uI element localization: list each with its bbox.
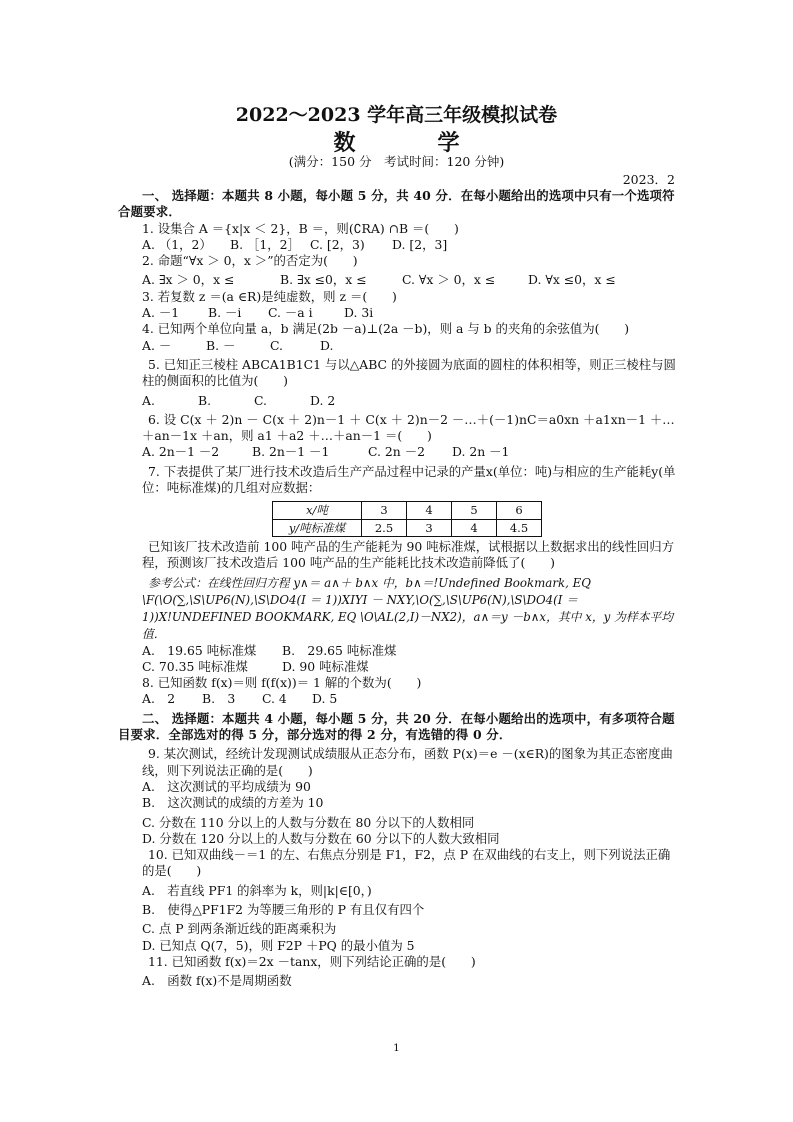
table-cell: 2.5	[362, 519, 407, 536]
page-number: 1	[393, 1042, 400, 1054]
table-row	[273, 502, 542, 519]
option-a: A. ∃x ＞ 0，x ≤	[142, 272, 235, 288]
option-d: D. 90 吨标准煤	[282, 658, 369, 674]
option-b: B. 29.65 吨标准煤	[282, 642, 397, 658]
question-9-option-c: C. 分数在 110 分以上的人数与分数在 80 分以下的人数相同	[142, 814, 475, 830]
question-10-stem: 10. 已知双曲线－＝1 的左、右焦点分别是 F1，F2，点 P 在双曲线的右支上，则下列说法正确的是( )	[142, 847, 671, 879]
question-4-stem: 4. 已知两个单位向量 a，b 满足(2b －a)⊥(2a －b)，则 a 与 b 的夹角的余弦值为( )	[142, 321, 630, 337]
option-b: B. 2n－1 －1	[252, 444, 330, 460]
option-d: D. [2，3]	[392, 236, 448, 252]
exam-date: 2023．2	[622, 172, 675, 187]
table-cell: 3	[407, 519, 452, 536]
question-4-options	[118, 338, 680, 354]
question-7-reference-formula: 参考公式：在线性回归方程 y∧＝ a∧＋ b∧x 中，b∧＝!Undefined Bookmark, EQ \F(\O(∑,\S\UP6(N),\S\DO4(I ＝ 1))XIYI － NXY,\O(∑,\S\UP6(N),\S\DO4(I ＝ 1))X!UNDEFINED BOOKMARK, EQ \O\AL(2,I)－NX2)，a∧＝y －b∧x，其中 x，y 为样本平均值．	[142, 575, 674, 641]
question-2-stem: 2. 命题“∀x ＞ 0，x ＞”的否定为( )	[142, 253, 358, 269]
question-9-stem: 9. 某次测试，经统计发现测试成绩服从正态分布，函数 P(x)＝e －(x∈R)的图象为其正态密度曲线，则下列说法正确的是( )	[142, 746, 673, 778]
option-b: B. ∃x ≤0，x ≤	[280, 272, 367, 288]
table-row	[273, 519, 542, 536]
question-3-stem: 3. 若复数 z ＝(a ∈R)是纯虚数，则 z ＝( )	[142, 288, 397, 304]
question-11-option-a: A. 函数 f(x)不是周期函数	[142, 973, 292, 989]
question-7-paragraph: 已知该厂技术改造前 100 吨产品的生产能耗为 90 吨标准煤，试根据以上数据求出的线性回归方程，预测该厂技术改造后 100 吨产品的生产能耗比技术改造前降低了( )	[142, 538, 675, 571]
option-a: A. 19.65 吨标准煤	[142, 642, 257, 658]
question-10-option-c: C. 点 P 到两条渐近线的距离乘积为	[142, 921, 337, 937]
question-1-options	[118, 237, 680, 253]
table-cell: 4	[407, 502, 452, 519]
question-6-options	[118, 444, 680, 460]
exam-title: 2022～2023 学年高三年级模拟试卷	[235, 104, 558, 126]
option-d: D. 2n －1	[452, 444, 510, 460]
table-cell: 4.5	[497, 519, 542, 536]
question-11-stem: 11. 已知函数 f(x)＝2x －tanx，则下列结论正确的是( )	[148, 953, 476, 969]
question-1-stem: 1. 设集合 A ＝{x|x ＜ 2}，B ＝，则(∁RA) ∩B ＝( )	[142, 220, 459, 236]
question-8-options	[118, 691, 680, 707]
question-5-stem: 5. 已知正三棱柱 ABCA1B1C1 与以△ABC 的外接圆为底面的圆柱的体积相等，则正三棱柱与圆柱的侧面积的比值为( )	[142, 356, 676, 389]
question-9-option-b: B. 这次测试的成绩的方差为 10	[142, 795, 324, 811]
option-a: A. （1，2）	[142, 236, 212, 252]
option-c: C. －a i	[268, 305, 313, 321]
option-a: A.	[142, 392, 155, 408]
question-8-stem: 8. 已知函数 f(x)＝则 f(f(x))＝ 1 解的个数为( )	[142, 675, 422, 691]
option-c: C. 2n －2	[368, 444, 425, 460]
option-a: A. 2	[142, 691, 176, 707]
option-b: B. 3	[202, 691, 236, 707]
row-header-y: y/吨标准煤	[273, 519, 362, 536]
question-3-options	[118, 305, 680, 321]
question-7-options-row-2	[118, 659, 680, 675]
option-c: C. 70.35 吨标准煤	[142, 658, 248, 674]
question-9-option-d: D. 分数在 120 分以上的人数与分数在 60 分以下的人数大致相同	[142, 830, 500, 846]
row-header-x: x/吨	[273, 502, 362, 519]
option-d: D. ∀x ≤0，x ≤	[528, 272, 616, 288]
question-2-options	[118, 272, 680, 288]
production-data-table	[272, 501, 542, 537]
exam-body	[118, 188, 680, 989]
option-a: A. －	[142, 337, 172, 353]
option-d: D. 5	[312, 691, 338, 707]
exam-info: (满分：150 分 考试时间：120 分钟)	[288, 154, 505, 169]
question-6-stem: 6. 设 C(x ＋ 2)n － C(x ＋ 2)n－1 ＋ C(x ＋ 2)n－2 －…＋(－1)nC＝a0xn ＋a1xn－1 ＋…＋an－1x ＋an，则 a1 ＋a2 ＋…＋an－1 ＝( )	[142, 411, 675, 444]
option-d: D. 2	[310, 392, 336, 408]
table-cell: 3	[362, 502, 407, 519]
question-5-options	[118, 393, 680, 409]
table-cell: 5	[452, 502, 497, 519]
table-cell: 6	[497, 502, 542, 519]
option-b: B.	[198, 392, 212, 408]
option-c: C.	[254, 392, 267, 408]
section-1-heading: 一、 选择题：本题共 8 小题，每小题 5 分，共 40 分．在每小题给出的选项中只有一个选项符合题要求．	[118, 188, 675, 220]
question-7-options-row-1	[118, 643, 680, 659]
option-b: B. －i	[208, 305, 242, 321]
question-7-stem: 7. 下表提供了某厂进行技术改造后生产产品过程中记录的产量x(单位：吨)与相应的生产能耗y(单位：吨标准煤)的几组对应数据：	[142, 463, 676, 496]
table-cell: 4	[452, 519, 497, 536]
question-10-option-a: A. 若直线 PF1 的斜率为 k，则|k|∈[0，)	[142, 882, 372, 898]
option-c: C. [2，3)	[310, 236, 365, 252]
section-2-heading: 二、 选择题：本题共 4 小题，每小题 5 分，共 20 分．在每小题给出的选项中，有多项符合题目要求．全部选对的得 5 分，部分选对的得 2 分，有选错的得 0 分．	[118, 710, 675, 743]
option-b: B. ［1，2］	[230, 236, 300, 252]
option-d: D. 3i	[344, 305, 374, 321]
option-a: A. －1	[142, 305, 180, 321]
question-10-option-d: D. 已知点 Q(7，5)，则 F2P ＋PQ 的最小值为 5	[142, 937, 415, 953]
option-a: A. 2n－1 －2	[142, 444, 220, 460]
option-c: C.	[270, 337, 283, 353]
option-d: D.	[320, 337, 334, 353]
subject-title: 数 学	[333, 130, 490, 156]
question-10-option-b: B. 使得△PF1F2 为等腰三角形的 P 有且仅有四个	[142, 901, 425, 917]
question-9-option-a: A. 这次测试的平均成绩为 90	[142, 778, 311, 794]
option-b: B. －	[206, 337, 236, 353]
option-c: C. ∀x ＞ 0，x ≤	[402, 272, 496, 288]
option-c: C. 4	[262, 691, 287, 707]
